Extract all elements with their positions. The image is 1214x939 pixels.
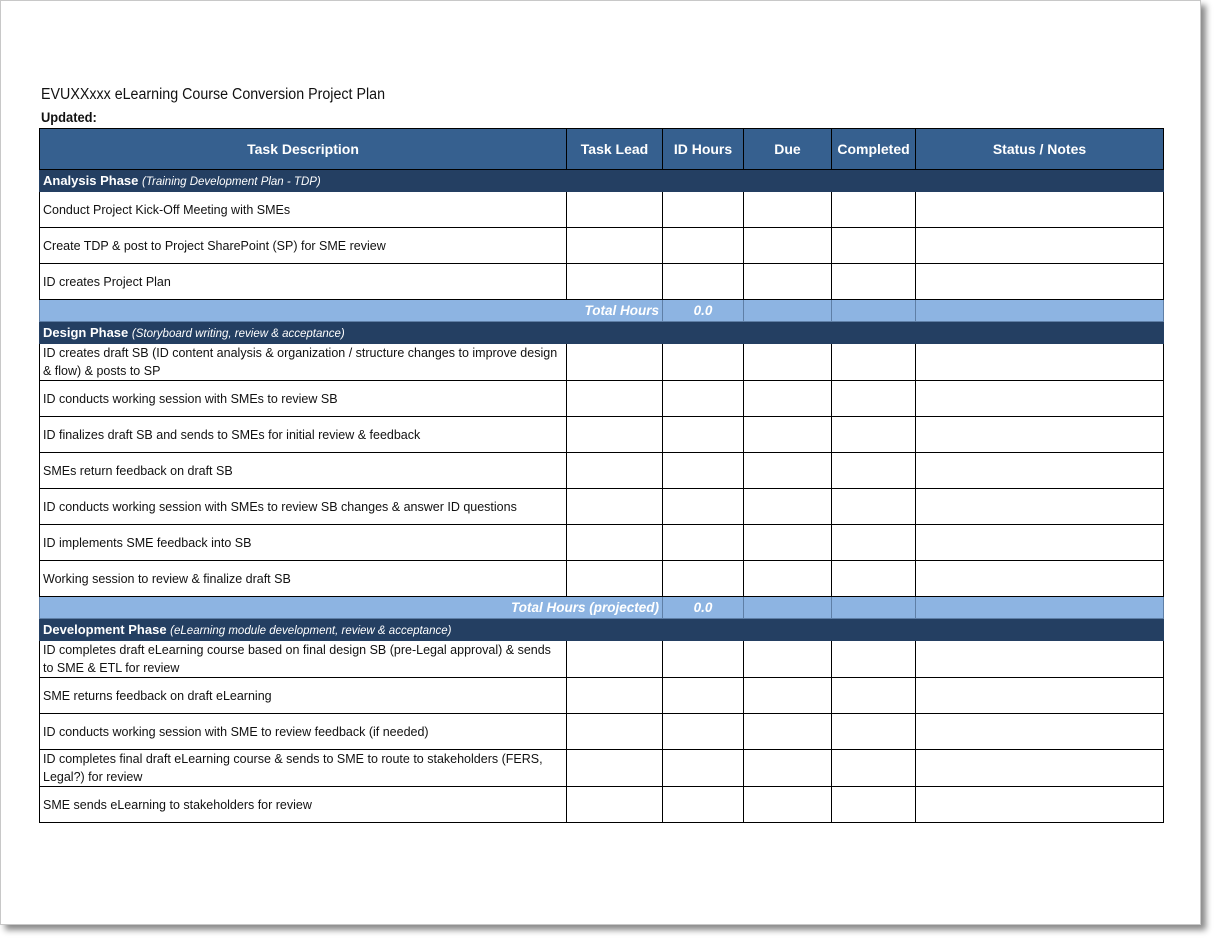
id-hours-cell[interactable] xyxy=(663,561,744,597)
column-header: Task Description xyxy=(40,129,567,170)
status-notes-cell[interactable] xyxy=(916,417,1164,453)
due-cell[interactable] xyxy=(744,228,832,264)
completed-cell[interactable] xyxy=(832,787,916,823)
total-empty-cell xyxy=(916,597,1164,619)
completed-cell[interactable] xyxy=(832,641,916,678)
completed-cell[interactable] xyxy=(832,417,916,453)
task-row xyxy=(40,678,1164,714)
total-empty-cell xyxy=(916,300,1164,322)
status-notes-cell[interactable] xyxy=(916,714,1164,750)
completed-cell[interactable] xyxy=(832,453,916,489)
task-description[interactable]: ID completes draft eLearning course based on final design SB (pre-Legal approval) & sends to SME & ETL for review xyxy=(40,641,567,678)
total-empty-cell xyxy=(744,300,832,322)
id-hours-cell[interactable] xyxy=(663,228,744,264)
status-notes-cell[interactable] xyxy=(916,489,1164,525)
status-notes-cell[interactable] xyxy=(916,344,1164,381)
completed-cell[interactable] xyxy=(832,344,916,381)
total-value: 0.0 xyxy=(663,597,744,619)
task-lead-cell[interactable] xyxy=(567,453,663,489)
task-description[interactable]: SME returns feedback on draft eLearning xyxy=(40,678,567,714)
phase-cell xyxy=(40,170,1164,192)
column-header: Completed xyxy=(832,129,916,170)
task-description[interactable]: Create TDP & post to Project SharePoint (SP) for SME review xyxy=(40,228,567,264)
total-row xyxy=(40,300,1164,322)
task-lead-cell[interactable] xyxy=(567,381,663,417)
id-hours-cell[interactable] xyxy=(663,192,744,228)
id-hours-cell[interactable] xyxy=(663,714,744,750)
completed-cell[interactable] xyxy=(832,750,916,787)
status-notes-cell[interactable] xyxy=(916,192,1164,228)
total-label: Total Hours (projected) xyxy=(40,597,663,619)
total-value: 0.0 xyxy=(663,300,744,322)
status-notes-cell[interactable] xyxy=(916,228,1164,264)
task-lead-cell[interactable] xyxy=(567,264,663,300)
task-description[interactable]: ID completes final draft eLearning course & sends to SME to route to stakeholders (FERS, Legal?) for review xyxy=(40,750,567,787)
task-row xyxy=(40,641,1164,678)
id-hours-cell[interactable] xyxy=(663,641,744,678)
page-title: EVUXXxxx eLearning Course Conversion Project Plan xyxy=(41,86,386,103)
task-lead-cell[interactable] xyxy=(567,641,663,678)
task-row xyxy=(40,714,1164,750)
total-empty-cell xyxy=(832,597,916,619)
status-notes-cell[interactable] xyxy=(916,525,1164,561)
id-hours-cell[interactable] xyxy=(663,678,744,714)
id-hours-cell[interactable] xyxy=(663,417,744,453)
id-hours-cell[interactable] xyxy=(663,453,744,489)
task-row xyxy=(40,787,1164,823)
column-header: Status / Notes xyxy=(916,129,1164,170)
completed-cell[interactable] xyxy=(832,264,916,300)
status-notes-cell[interactable] xyxy=(916,787,1164,823)
task-lead-cell[interactable] xyxy=(567,561,663,597)
total-empty-cell xyxy=(832,300,916,322)
completed-cell[interactable] xyxy=(832,678,916,714)
task-description[interactable]: ID creates Project Plan xyxy=(40,264,567,300)
task-lead-cell[interactable] xyxy=(567,678,663,714)
id-hours-cell[interactable] xyxy=(663,525,744,561)
due-cell[interactable] xyxy=(744,489,832,525)
due-cell[interactable] xyxy=(744,678,832,714)
task-lead-cell[interactable] xyxy=(567,714,663,750)
task-row xyxy=(40,489,1164,525)
status-notes-cell[interactable] xyxy=(916,264,1164,300)
id-hours-cell[interactable] xyxy=(663,264,744,300)
task-row xyxy=(40,192,1164,228)
task-description[interactable]: Working session to review & finalize draft SB xyxy=(40,561,567,597)
phase-cell xyxy=(40,322,1164,344)
task-description[interactable]: ID conducts working session with SMEs to review SB changes & answer ID questions xyxy=(40,489,567,525)
phase-subtitle: (eLearning module development, review & acceptance) xyxy=(170,625,452,637)
task-row xyxy=(40,525,1164,561)
task-row xyxy=(40,228,1164,264)
task-lead-cell[interactable] xyxy=(567,787,663,823)
column-header: ID Hours xyxy=(663,129,744,170)
task-row xyxy=(40,561,1164,597)
id-hours-cell[interactable] xyxy=(663,787,744,823)
due-cell[interactable] xyxy=(744,525,832,561)
status-notes-cell[interactable] xyxy=(916,561,1164,597)
phase-subtitle: (Storyboard writing, review & acceptance) xyxy=(131,328,345,340)
due-cell[interactable] xyxy=(744,453,832,489)
task-lead-cell[interactable] xyxy=(567,489,663,525)
status-notes-cell[interactable] xyxy=(916,750,1164,787)
column-header: Task Lead xyxy=(567,129,663,170)
project-plan-table xyxy=(39,128,1164,823)
due-cell[interactable] xyxy=(744,417,832,453)
total-label: Total Hours xyxy=(40,300,663,322)
completed-cell[interactable] xyxy=(832,561,916,597)
id-hours-cell[interactable] xyxy=(663,381,744,417)
task-row xyxy=(40,264,1164,300)
total-row xyxy=(40,597,1164,619)
due-cell[interactable] xyxy=(744,714,832,750)
due-cell[interactable] xyxy=(744,561,832,597)
phase-subtitle: (Training Development Plan - TDP) xyxy=(142,176,321,188)
total-empty-cell xyxy=(744,597,832,619)
status-notes-cell[interactable] xyxy=(916,453,1164,489)
task-lead-cell[interactable] xyxy=(567,525,663,561)
task-row xyxy=(40,344,1164,381)
task-description[interactable]: ID finalizes draft SB and sends to SMEs for initial review & feedback xyxy=(40,417,567,453)
completed-cell[interactable] xyxy=(832,228,916,264)
task-description[interactable]: SME sends eLearning to stakeholders for review xyxy=(40,787,567,823)
task-row xyxy=(40,417,1164,453)
completed-cell[interactable] xyxy=(832,489,916,525)
task-description[interactable]: ID creates draft SB (ID content analysis & organization / structure changes to improve design & flow) & posts to SP xyxy=(40,344,567,381)
due-cell[interactable] xyxy=(744,787,832,823)
task-lead-cell[interactable] xyxy=(567,417,663,453)
completed-cell[interactable] xyxy=(832,525,916,561)
phase-row xyxy=(40,170,1164,192)
phase-title: Design Phase xyxy=(43,325,129,340)
id-hours-cell[interactable] xyxy=(663,750,744,787)
status-notes-cell[interactable] xyxy=(916,381,1164,417)
due-cell[interactable] xyxy=(744,344,832,381)
task-lead-cell[interactable] xyxy=(567,192,663,228)
id-hours-cell[interactable] xyxy=(663,489,744,525)
phase-row xyxy=(40,619,1164,641)
completed-cell[interactable] xyxy=(832,192,916,228)
completed-cell[interactable] xyxy=(832,714,916,750)
task-lead-cell[interactable] xyxy=(567,228,663,264)
due-cell[interactable] xyxy=(744,381,832,417)
task-row xyxy=(40,750,1164,787)
task-description[interactable]: Conduct Project Kick-Off Meeting with SMEs xyxy=(40,192,567,228)
status-notes-cell[interactable] xyxy=(916,678,1164,714)
task-lead-cell[interactable] xyxy=(567,750,663,787)
task-row xyxy=(40,453,1164,489)
task-description[interactable]: ID implements SME feedback into SB xyxy=(40,525,567,561)
id-hours-cell[interactable] xyxy=(663,344,744,381)
header-row xyxy=(40,129,1164,170)
due-cell[interactable] xyxy=(744,192,832,228)
due-cell[interactable] xyxy=(744,264,832,300)
phase-title: Analysis Phase xyxy=(43,173,139,188)
phase-cell xyxy=(40,619,1164,641)
phase-row xyxy=(40,322,1164,344)
column-header: Due xyxy=(744,129,832,170)
task-lead-cell[interactable] xyxy=(567,344,663,381)
task-description[interactable]: ID conducts working session with SMEs to review SB xyxy=(40,381,567,417)
task-description[interactable]: ID conducts working session with SME to review feedback (if needed) xyxy=(40,714,567,750)
due-cell[interactable] xyxy=(744,750,832,787)
status-notes-cell[interactable] xyxy=(916,641,1164,678)
phase-title: Development Phase xyxy=(43,622,167,637)
completed-cell[interactable] xyxy=(832,381,916,417)
updated-label: Updated: xyxy=(41,109,97,125)
task-description[interactable]: SMEs return feedback on draft SB xyxy=(40,453,567,489)
due-cell[interactable] xyxy=(744,641,832,678)
task-row xyxy=(40,381,1164,417)
